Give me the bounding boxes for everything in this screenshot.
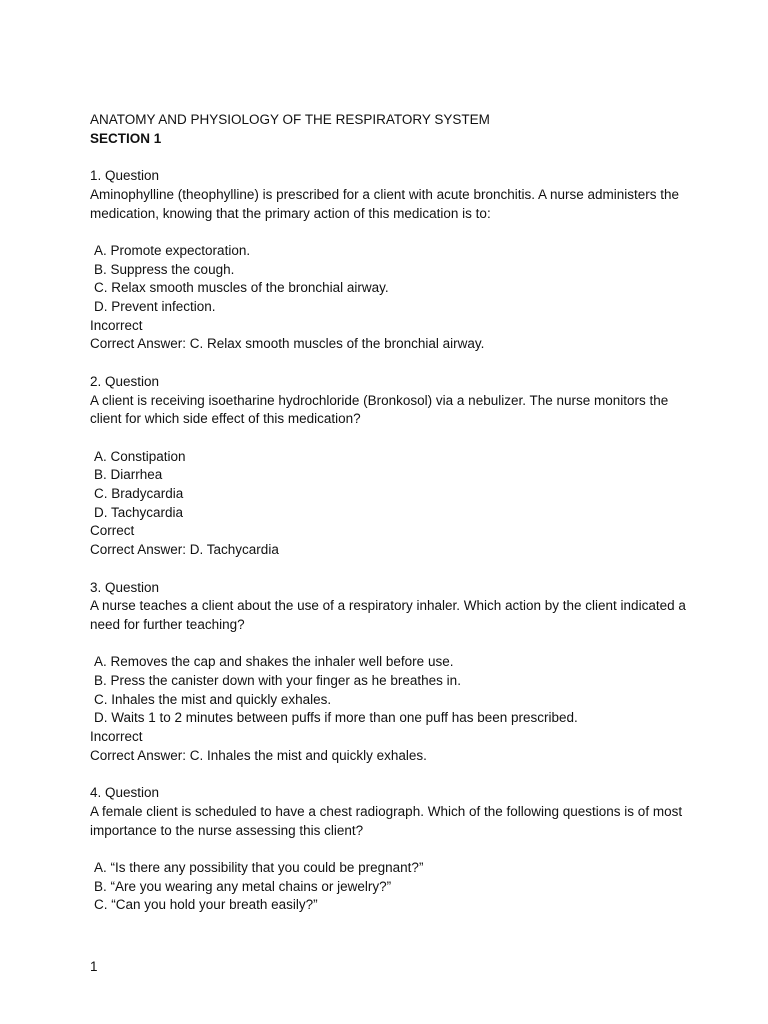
- answer-option: C. “Can you hold your breath easily?”: [94, 897, 318, 913]
- spacer: [90, 148, 690, 167]
- document-page: [90, 111, 690, 915]
- question-block: [90, 579, 690, 766]
- question-text: A nurse teaches a client about the use of a respiratory inhaler. Which action by the client indicated a need for further teaching?: [90, 598, 686, 632]
- question-block: [90, 373, 690, 560]
- correct-answer: Correct Answer: D. Tachycardia: [90, 542, 279, 558]
- answer-option: B. Diarrhea: [94, 467, 163, 483]
- question-heading: 3. Question: [90, 579, 160, 595]
- answer-option: C. Relax smooth muscles of the bronchial airway.: [94, 280, 389, 296]
- question-block: [90, 167, 690, 354]
- answer-option: B. Press the canister down with your finger as he breathes in.: [94, 673, 461, 688]
- correct-answer: Correct Answer: C. Relax smooth muscles of the bronchial airway.: [90, 336, 485, 352]
- page-number: 1: [90, 959, 98, 974]
- question-result: Correct: [90, 523, 135, 539]
- question-result: Incorrect: [90, 729, 143, 745]
- answer-option: A. Constipation: [94, 448, 186, 464]
- answer-option: B. “Are you wearing any metal chains or jewelry?”: [94, 878, 392, 894]
- answer-option: C. Bradycardia: [94, 486, 184, 501]
- question-text: Aminophylline (theophylline) is prescribed for a client with acute bronchitis. A nurse administers the medication, knowing that the primary action of this medication is to:: [90, 186, 680, 221]
- question-result: Incorrect: [90, 317, 143, 333]
- question-text: A client is receiving isoetharine hydrochloride (Bronkosol) via a nebulizer. The nurse monitors the client for which side effect of this medication?: [90, 392, 669, 427]
- answer-option: D. Tachycardia: [94, 504, 184, 520]
- document-title: ANATOMY AND PHYSIOLOGY OF THE RESPIRATORY SYSTEM: [90, 112, 490, 127]
- question-text: A female client is scheduled to have a chest radiograph. Which of the following questions is of most importance to the nurse assessing this client?: [90, 803, 683, 838]
- question-block: [90, 784, 690, 915]
- question-heading: 4. Question: [90, 785, 160, 801]
- answer-option: C. Inhales the mist and quickly exhales.: [94, 691, 332, 707]
- answer-option: A. “Is there any possibility that you could be pregnant?”: [94, 860, 424, 875]
- answer-option: A. Promote expectoration.: [94, 242, 251, 258]
- answer-option: B. Suppress the cough.: [94, 261, 235, 277]
- correct-answer: Correct Answer: C. Inhales the mist and quickly exhales.: [90, 747, 427, 763]
- question-heading: 2. Question: [90, 373, 160, 389]
- answer-option: A. Removes the cap and shakes the inhaler well before use.: [94, 654, 454, 670]
- answer-option: D. Prevent infection.: [94, 299, 216, 314]
- answer-option: D. Waits 1 to 2 minutes between puffs if more than one puff has been prescribed.: [94, 710, 578, 726]
- section-title: SECTION 1: [90, 130, 162, 146]
- question-heading: 1. Question: [90, 168, 160, 184]
